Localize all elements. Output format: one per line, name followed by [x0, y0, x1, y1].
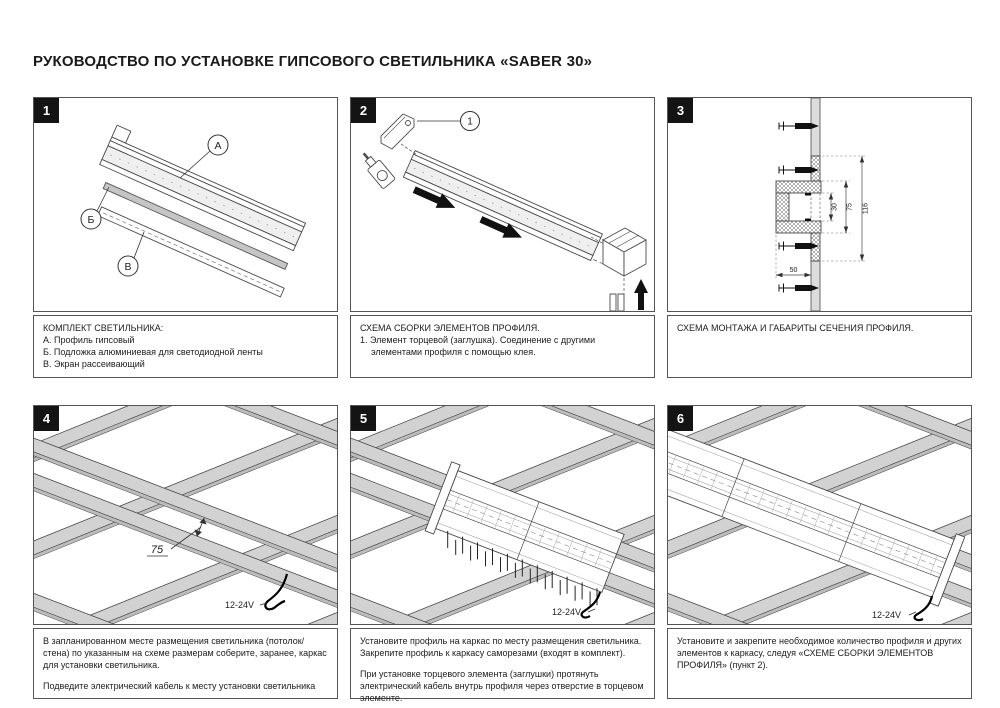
dim-50: 50: [789, 267, 798, 274]
panel3-number-badge: 3: [668, 98, 693, 123]
panel-grid: [33, 97, 972, 704]
panel5-figure: [350, 405, 655, 625]
caption-line: Б. Подложка алюминиевая для светодиодной ленты: [43, 347, 263, 358]
caption-paragraph: Подведите электрический кабель к месту установки светильника: [43, 681, 316, 692]
caption-line: 1. Элемент торцевой (заглушка). Соединение с другими элементами профиля с помощью клея.: [360, 335, 596, 358]
voltage-label: 12-24V: [552, 607, 582, 617]
glue-tube: [358, 148, 396, 189]
panel4-number-badge: 4: [34, 406, 59, 431]
panel5-diagram: [351, 406, 654, 624]
panel5-caption: [350, 628, 655, 704]
up-arrow: [634, 279, 648, 310]
panel3-diagram: [668, 98, 971, 311]
end-cap: [381, 114, 417, 155]
power-cable: [872, 596, 932, 620]
caption-paragraph: Установите и закрепите необходимое количество профиля и других элементов к каркасу, следуя «СХЕМЕ СБОРКИ ЭЛЕМЕНТОВ ПРОФИЛЯ» (пункт 2).: [677, 636, 962, 671]
panel4-figure: [33, 405, 338, 625]
panel3-caption: [667, 315, 972, 378]
panel-5: [350, 405, 655, 704]
panel4-diagram: [34, 406, 337, 624]
panel6-diagram: [668, 406, 971, 624]
panel-2: [350, 97, 655, 378]
wall-section: [811, 98, 820, 311]
label-a: А: [214, 140, 222, 152]
panel5-number-badge: 5: [351, 406, 376, 431]
panel-6: [667, 405, 972, 699]
panel4-caption: [33, 628, 338, 699]
panel-3: [667, 97, 972, 378]
panel6-figure: [667, 405, 972, 625]
caption-paragraph: При установке торцевого элемента (заглушки) протянуть электрический кабель внутрь профиля через отверстие в торцевом элементе.: [360, 669, 644, 704]
panel6-caption: [667, 628, 972, 699]
page-title: РУКОВОДСТВО ПО УСТАНОВКЕ ГИПСОВОГО СВЕТИЛЬНИКА «SABER 30»: [33, 53, 593, 70]
kit-exploded-view: [80, 125, 317, 297]
dimension-lines: [776, 156, 870, 279]
panel1-number-badge: 1: [34, 98, 59, 123]
panel2-diagram: [351, 98, 654, 311]
caption-line: СХЕМА МОНТАЖА И ГАБАРИТЫ СЕЧЕНИЯ ПРОФИЛЯ.: [677, 323, 914, 333]
panel1-diagram: [34, 98, 337, 311]
caption-line: КОМПЛЕКТ СВЕТИЛЬНИКА:: [43, 323, 164, 333]
caption-line: В. Экран рассеивающий: [43, 359, 145, 370]
panel3-figure: [667, 97, 972, 312]
panel6-number-badge: 6: [668, 406, 693, 431]
label-v: В: [124, 261, 132, 273]
caption-paragraph: Установите профиль на каркас по месту размещения светильника. Закрепите профиль к каркасу саморезами (входят в комплект).: [360, 636, 642, 659]
panel-1: [33, 97, 338, 378]
dim-30: 30: [831, 203, 839, 211]
panel2-caption: [350, 315, 655, 378]
panel2-number-badge: 2: [351, 98, 376, 123]
label-1: 1: [467, 116, 473, 128]
caption-line: А. Профиль гипсовый: [43, 335, 135, 346]
caption-line: СХЕМА СБОРКИ ЭЛЕМЕНТОВ ПРОФИЛЯ.: [360, 323, 540, 333]
panel-4: [33, 405, 338, 699]
power-cable: [552, 592, 600, 617]
dim-116: 116: [862, 202, 870, 215]
voltage-label: 12-24V: [225, 600, 255, 610]
profile-assembly: [397, 151, 632, 288]
caption-paragraph: В запланированном месте размещения светильника (потолок/стена) по указанным на схеме размерам соберите, заранее, каркас для установки светильника.: [43, 636, 327, 671]
panel1-figure: [33, 97, 338, 312]
voltage-label: 12-24V: [872, 610, 902, 620]
gap-dim-label: 75: [150, 544, 164, 556]
callout-1: [417, 112, 480, 131]
label-b: Б: [87, 214, 95, 226]
panel1-caption: [33, 315, 338, 378]
dim-75: 75: [846, 203, 854, 211]
frame-beams-under: [34, 406, 337, 624]
panel2-figure: [350, 97, 655, 312]
